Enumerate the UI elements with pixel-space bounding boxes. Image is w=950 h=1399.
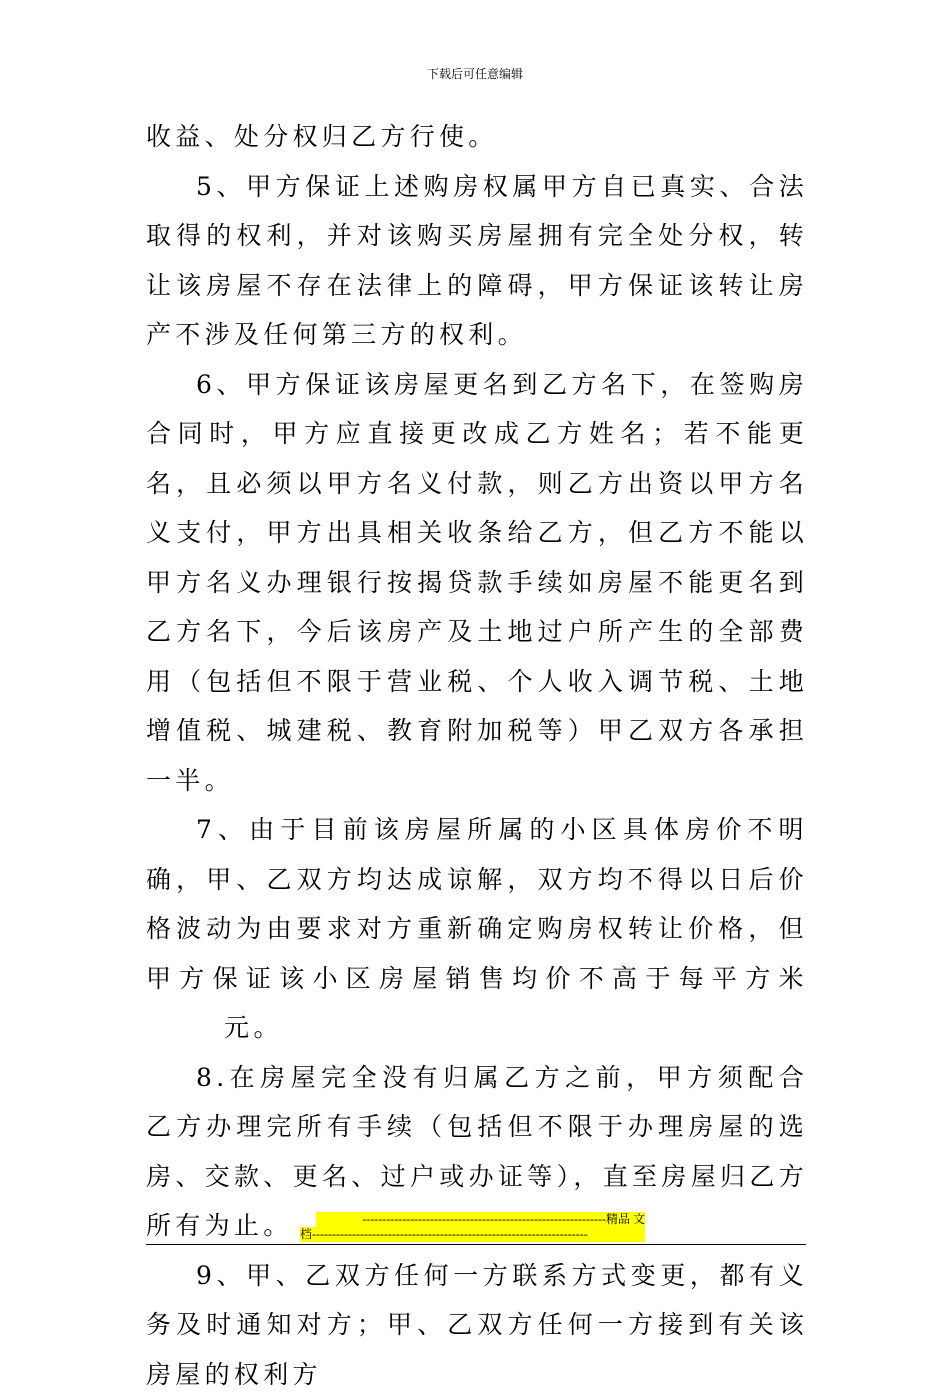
paragraph-continuation: 收益、处分权归乙方行使。	[146, 112, 808, 162]
paragraph-clause-6: 6、甲方保证该房屋更名到乙方名下，在签购房合同时，甲方应直接更改成乙方姓名；若不能更名，且必须以甲方名义付款，则乙方出资以甲方名义支付，甲方出具相关收条给乙方，但乙方不能以甲方名义办理银行按揭贷款手续如房屋不能更名到乙方名下，今后该房产及土地过户所产生的全部费用（包括但不限于营业税、个人收入调节税、土地增值税、城建税、教育附加税等）甲乙双方各承担一半。	[146, 360, 808, 806]
page-header-note: 下载后可任意编辑	[0, 66, 950, 82]
clause-7-unit: 元。	[224, 1013, 283, 1042]
paragraph-clause-8: 8.在房屋完全没有归属乙方之前，甲方须配合乙方办理完所有手续（包括但不限于办理房屋的选房、交款、更名、过户或办证等），直至房屋归乙方所有为止。	[146, 1053, 808, 1251]
document-body	[146, 112, 808, 1399]
footer-watermark	[300, 1212, 645, 1242]
footer-line-1: -------------------------------------------------------------精品 文	[316, 1212, 645, 1227]
paragraph-clause-7	[146, 805, 808, 1053]
clause-7-text: 7、由于目前该房屋所属的小区具体房价不明确，甲、乙双方均达成谅解，双方均不得以日后价格波动为由要求对方重新确定购房权转让价格，但甲方保证该小区房屋销售均价不高于每平方米	[146, 815, 808, 993]
footer-divider	[146, 1244, 806, 1245]
footer-line-2: 档---------------------------------------------------------------------	[300, 1227, 645, 1242]
paragraph-clause-5: 5、甲方保证上述购房权属甲方自已真实、合法取得的权利，并对该购买房屋拥有完全处分权，转让该房屋不存在法律上的障碍，甲方保证该转让房产不涉及任何第三方的权利。	[146, 162, 808, 360]
paragraph-clause-9: 9、甲、乙双方任何一方联系方式变更，都有义务及时通知对方；甲、乙双方任何一方接到有关该房屋的权利方	[146, 1251, 808, 1399]
